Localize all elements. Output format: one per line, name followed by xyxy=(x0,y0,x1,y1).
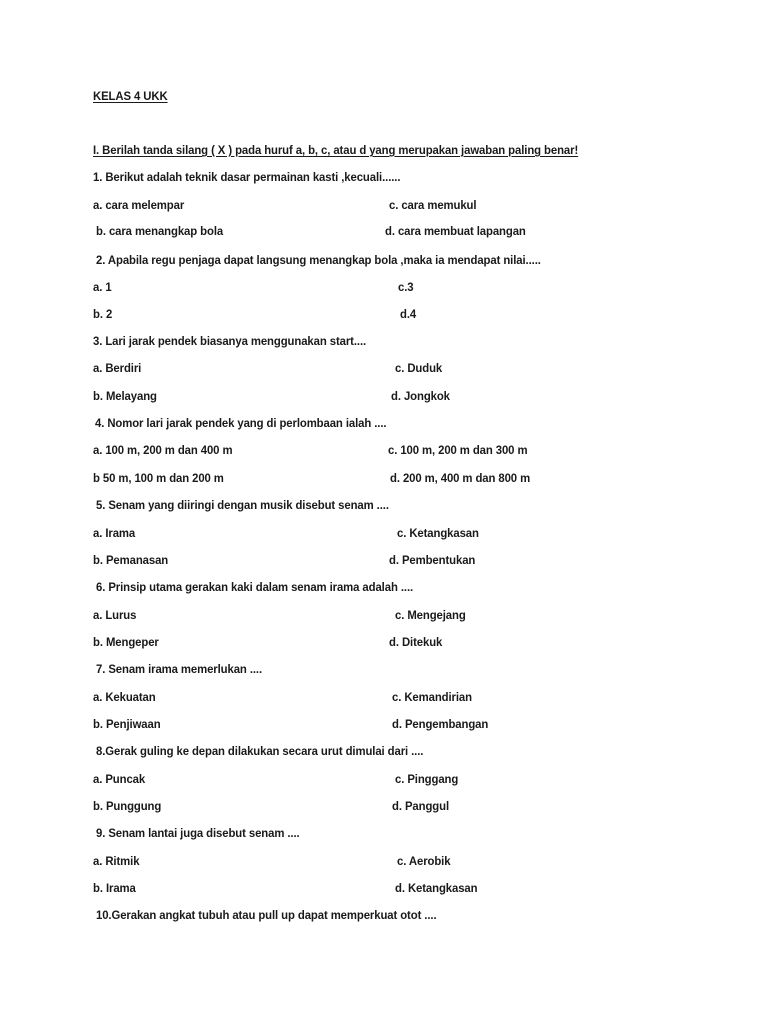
instruction-text: I. Berilah tanda silang ( X ) pada huruf a, b, c, atau d yang merupakan jawaban paling benar! xyxy=(93,143,579,157)
option-6c: c. Mengejang xyxy=(395,608,466,622)
question-8: 8.Gerak guling ke depan dilakukan secara urut dimulai dari .... xyxy=(96,744,424,758)
option-1c: c. cara memukul xyxy=(389,198,477,212)
option-5c: c. Ketangkasan xyxy=(397,526,479,540)
option-8a: a. Puncak xyxy=(93,772,146,786)
option-7d: d. Pengembangan xyxy=(392,717,489,731)
option-5d: d. Pembentukan xyxy=(389,553,476,567)
option-3c: c. Duduk xyxy=(395,361,443,375)
question-7: 7. Senam irama memerlukan .... xyxy=(96,662,263,676)
option-1b: b. cara menangkap bola xyxy=(96,224,224,238)
option-5a: a. Irama xyxy=(93,526,136,540)
question-10: 10.Gerakan angkat tubuh atau pull up dapat memperkuat otot .... xyxy=(96,908,437,922)
question-5: 5. Senam yang diiringi dengan musik disebut senam .... xyxy=(96,498,389,512)
option-4c: c. 100 m, 200 m dan 300 m xyxy=(388,443,528,457)
question-3: 3. Lari jarak pendek biasanya menggunakan start.... xyxy=(93,334,367,348)
option-8b: b. Punggung xyxy=(93,799,162,813)
option-1a: a. cara melempar xyxy=(93,198,185,212)
option-3a: a. Berdiri xyxy=(93,361,142,375)
option-8c: c. Pinggang xyxy=(395,772,459,786)
question-4: 4. Nomor lari jarak pendek yang di perlombaan ialah .... xyxy=(95,416,387,430)
option-2b: b. 2 xyxy=(93,307,113,321)
option-3b: b. Melayang xyxy=(93,389,157,403)
option-9a: a. Ritmik xyxy=(93,854,140,868)
option-2a: a. 1 xyxy=(93,280,112,294)
option-4a: a. 100 m, 200 m dan 400 m xyxy=(93,443,233,457)
option-6b: b. Mengeper xyxy=(93,635,159,649)
option-4d: d. 200 m, 400 m dan 800 m xyxy=(390,471,531,485)
option-7c: c. Kemandirian xyxy=(392,690,472,704)
option-2c: c.3 xyxy=(398,280,414,294)
option-8d: d. Panggul xyxy=(392,799,450,813)
option-4b: b 50 m, 100 m dan 200 m xyxy=(93,471,224,485)
option-6d: d. Ditekuk xyxy=(389,635,443,649)
option-9d: d. Ketangkasan xyxy=(395,881,478,895)
option-2d: d.4 xyxy=(400,307,417,321)
option-5b: b. Pemanasan xyxy=(93,553,169,567)
question-6: 6. Prinsip utama gerakan kaki dalam senam irama adalah .... xyxy=(96,580,414,594)
option-7a: a. Kekuatan xyxy=(93,690,156,704)
question-9: 9. Senam lantai juga disebut senam .... xyxy=(96,826,300,840)
option-1d: d. cara membuat lapangan xyxy=(385,224,526,238)
option-9c: c. Aerobik xyxy=(397,854,451,868)
option-7b: b. Penjiwaan xyxy=(93,717,161,731)
question-1: 1. Berikut adalah teknik dasar permainan kasti ,kecuali...... xyxy=(93,170,401,184)
option-6a: a. Lurus xyxy=(93,608,137,622)
document-title: KELAS 4 UKK xyxy=(93,89,168,103)
question-2: 2. Apabila regu penjaga dapat langsung menangkap bola ,maka ia mendapat nilai..... xyxy=(96,253,541,267)
option-3d: d. Jongkok xyxy=(391,389,450,403)
option-9b: b. Irama xyxy=(93,881,136,895)
